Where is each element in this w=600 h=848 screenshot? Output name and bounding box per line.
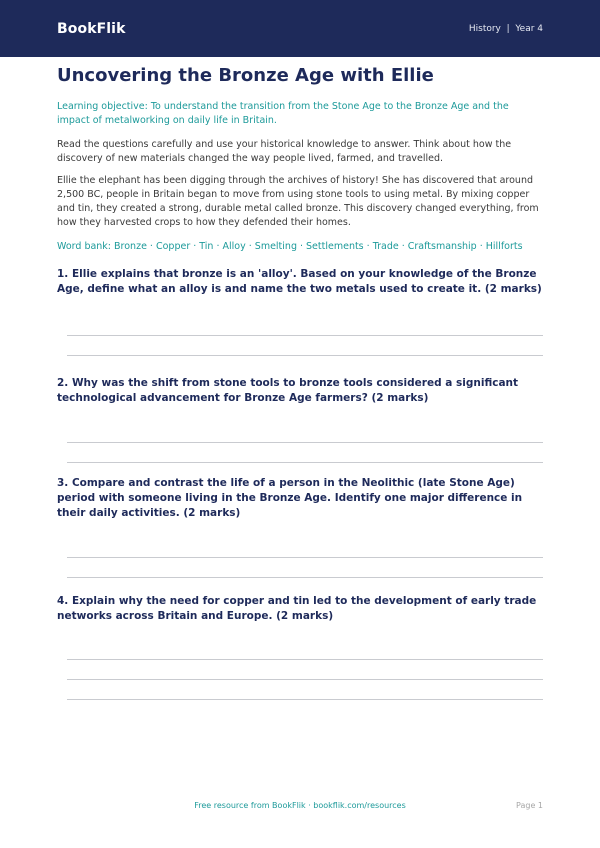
footer-text: Free resource from BookFlik · bookflik.com/resources <box>194 801 406 810</box>
answer-line <box>67 462 543 463</box>
answer-area-1[interactable] <box>57 335 543 356</box>
instructions-text: Read the questions carefully and use your historical knowledge to answer. Think about how the discovery of new materials changed the way people lived, farmed, and travelled. <box>57 139 512 164</box>
page-number: Page 1 <box>516 801 543 810</box>
brand-logo: BookFlik <box>57 20 126 37</box>
question-4: 4. Explain why the need for copper and tin led to the development of early trade networks across Britain and Europe. (2 marks) <box>57 595 537 622</box>
answer-line <box>67 577 543 578</box>
answer-line <box>67 355 543 356</box>
answer-area-2[interactable] <box>57 442 543 463</box>
answer-line <box>67 557 543 558</box>
header-bar <box>0 0 600 57</box>
answer-line <box>67 442 543 443</box>
answer-line <box>67 699 543 700</box>
page-title: Uncovering the Bronze Age with Ellie <box>57 65 434 86</box>
answer-area-3[interactable] <box>57 557 543 578</box>
answer-line <box>67 679 543 680</box>
question-3: 3. Compare and contrast the life of a person in the Neolithic (late Stone Age) period with someone living in the Bronze Age. Identify one major difference in their daily activities. (2 marks) <box>57 477 523 519</box>
subject-year: History | Year 4 <box>468 23 543 34</box>
word-bank: Word bank: Bronze · Copper · Tin · Alloy · Smelting · Settlements · Trade · Craftsmanship · Hillforts <box>57 241 523 252</box>
story-text: Ellie the elephant has been digging through the archives of history! She has discovered that around 2,500 BC, people in Britain began to move from using stone tools to using metal. By mixing copper and tin, they created a strong, durable metal called bronze. This discovery changed everything, from how they harvested crops to how they defended their homes. <box>57 175 539 228</box>
answer-line <box>67 659 543 660</box>
worksheet-content <box>57 64 543 700</box>
answer-line <box>67 335 543 336</box>
question-1: 1. Ellie explains that bronze is an 'alloy'. Based on your knowledge of the Bronze Age, define what an alloy is and name the two metals used to create it. (2 marks) <box>57 268 542 295</box>
learning-objective: Learning objective: To understand the transition from the Stone Age to the Bronze Age and the impact of metalworking on daily life in Britain. <box>57 101 509 126</box>
page-footer <box>0 801 600 815</box>
answer-area-4[interactable] <box>57 659 543 700</box>
question-2: 2. Why was the shift from stone tools to bronze tools considered a significant technological advancement for Bronze Age farmers? (2 marks) <box>57 377 519 404</box>
